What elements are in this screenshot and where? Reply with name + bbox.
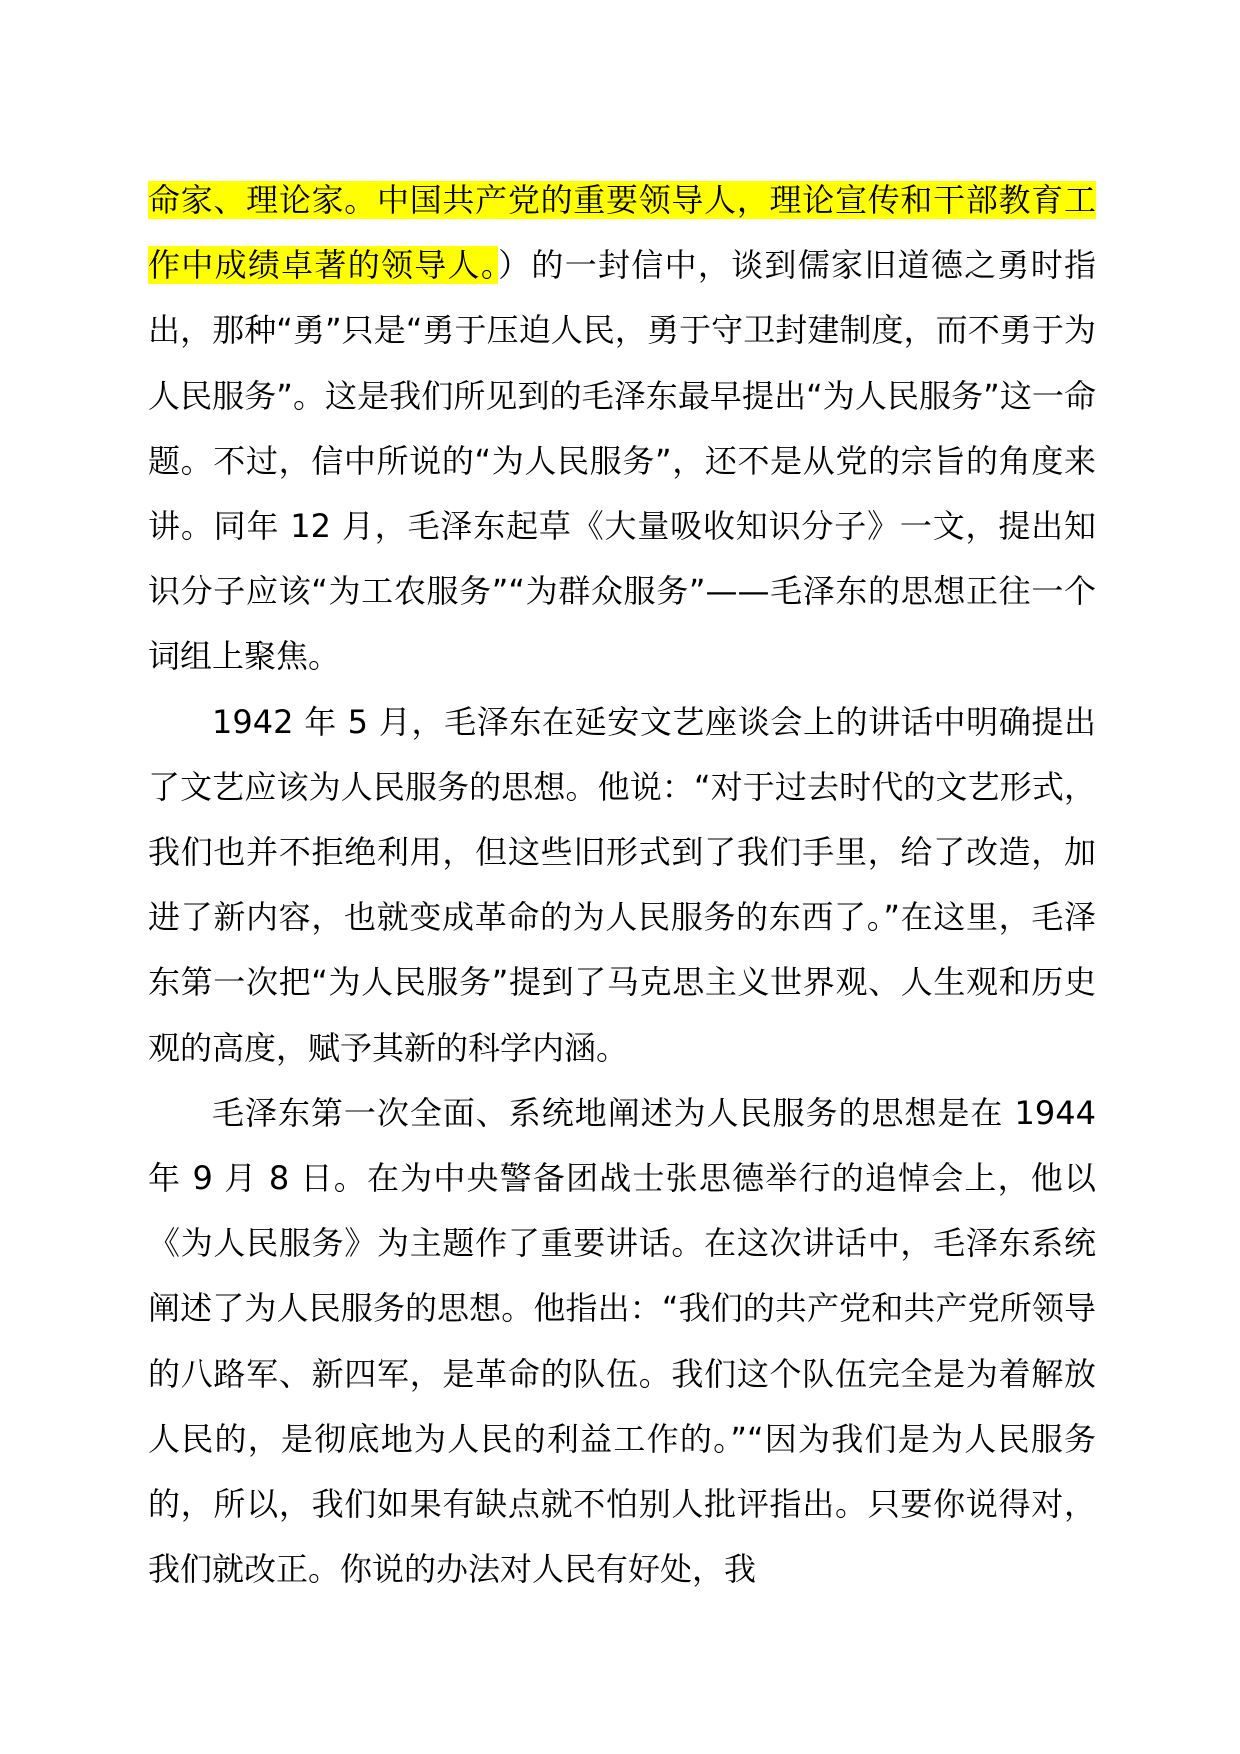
highlighted-text: 命家、理论家。中国共产党的重要领导人，理论宣传和干部教育工作中成绩卓著的领导人。 [148,181,1096,285]
paragraph-1942: 1942 年 5 月，毛泽东在延安文艺座谈会上的讲话中明确提出了文艺应该为人民服务的思想。他说：“对于过去时代的文艺形式，我们也并不拒绝利用，但这些旧形式到了我们手里，给了改造，加进了新内容，也就变成革命的为人民服务的东西了。”在这里，毛泽东第一次把“为人民服务”提到了马克思主义世界观、人生观和历史观的高度，赋予其新的科学内涵。 [148,702,1096,1067]
paragraph-1944: 毛泽东第一次全面、系统地阐述为人民服务的思想是在 1944 年 9 月 8 日。在为中央警备团战士张思德举行的追悼会上，他以《为人民服务》为主题作了重要讲话。在这次讲话中，毛泽东系统阐述了为人民服务的思想。他指出：“我们的共产党和共产党所领导的八路军、新四军，是革命的队伍。我们这个队伍完全是为着解放人民的，是彻底地为人民的利益工作的。”“因为我们是为人民服务的，所以，我们如果有缺点就不怕别人批评指出。只要你说得对，我们就改正。你说的办法对人民有好处，我 [148,1093,1096,1589]
paragraph-text: ）的一封信中，谈到儒家旧道德之勇时指出，那种“勇”只是“勇于压迫人民，勇于守卫封建制度，而不勇于为人民服务”。这是我们所见到的毛泽东最早提出“为人民服务”这一命题。不过，信中所说的“为人民服务”，还不是从党的宗旨的角度来讲。同年 12 月，毛泽东起草《大量吸收知识分子》一文，提出知识分子应该“为工农服务”“为群众服务”——毛泽东的思想正往一个词组上聚焦。 [148,246,1096,676]
paragraph-continuation [148,168,1096,690]
body-text [148,168,1096,1602]
